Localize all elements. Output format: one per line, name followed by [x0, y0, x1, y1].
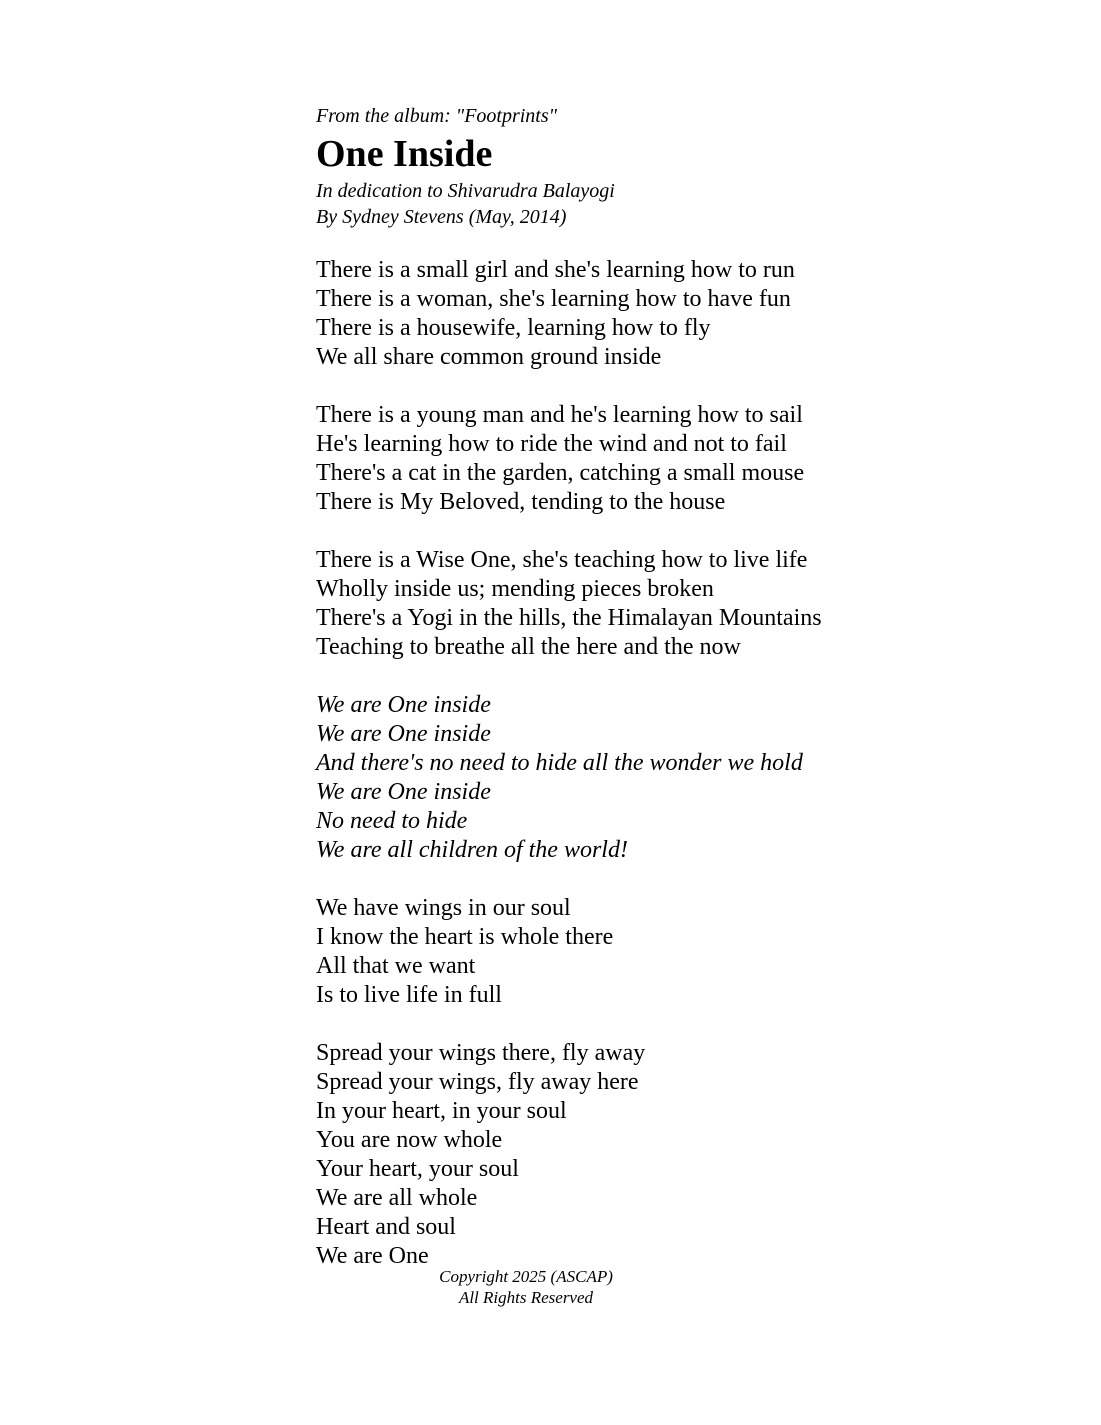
lyric-line: Your heart, your soul	[316, 1156, 519, 1182]
stanza-1	[316, 256, 916, 372]
lyric-line: There is a young man and he's learning how to sail	[316, 402, 803, 428]
lyric-line: In your heart, in your soul	[316, 1098, 567, 1124]
chorus-stanza	[316, 691, 916, 865]
chorus-line: And there's no need to hide all the wonder we hold	[316, 750, 803, 776]
lyric-line: You are now whole	[316, 1127, 503, 1153]
lyrics-body	[316, 256, 916, 1271]
chorus-line: We are One inside	[316, 692, 491, 718]
lyric-line: There is a housewife, learning how to fly	[316, 315, 711, 341]
lyric-line: We all share common ground inside	[316, 344, 662, 370]
lyric-line: Wholly inside us; mending pieces broken	[316, 576, 714, 602]
lyric-line: Teaching to breathe all the here and the now	[316, 634, 741, 660]
lyric-line: We have wings in our soul	[316, 895, 571, 921]
lyric-line: There is a small girl and she's learning how to run	[316, 257, 795, 283]
lyric-line: Heart and soul	[316, 1214, 456, 1240]
chorus-line: No need to hide	[316, 808, 468, 834]
album-label: From the album: "Footprints"	[316, 105, 558, 127]
lyric-line: I know the heart is whole there	[316, 924, 614, 950]
lyric-line: Spread your wings, fly away here	[316, 1069, 639, 1095]
lyric-line: All that we want	[316, 953, 476, 979]
lyric-line: We are One	[316, 1243, 429, 1269]
chorus-line: We are all children of the world!	[316, 837, 628, 863]
stanza-6	[316, 1039, 916, 1271]
lyric-line: There is a woman, she's learning how to have fun	[316, 286, 791, 312]
lyric-line: There is a Wise One, she's teaching how to live life	[316, 547, 808, 573]
stanza-2	[316, 401, 916, 517]
lyric-line: There is My Beloved, tending to the house	[316, 489, 726, 515]
dedication: In dedication to Shivarudra Balayogi	[316, 180, 615, 202]
lyric-line: There's a cat in the garden, catching a small mouse	[316, 460, 805, 486]
copyright-footer	[316, 1266, 736, 1308]
chorus-line: We are One inside	[316, 721, 491, 747]
song-title: One Inside	[316, 133, 493, 175]
chorus-line: We are One inside	[316, 779, 491, 805]
lyric-line: He's learning how to ride the wind and not to fail	[316, 431, 787, 457]
stanza-5	[316, 894, 916, 1010]
copyright-notice: Copyright 2025 (ASCAP)	[439, 1267, 613, 1286]
stanza-3	[316, 546, 916, 662]
lyric-line: We are all whole	[316, 1185, 478, 1211]
rights-notice: All Rights Reserved	[458, 1288, 594, 1307]
lyric-line: Is to live life in full	[316, 982, 502, 1008]
lyrics-page	[316, 103, 916, 1271]
byline: By Sydney Stevens (May, 2014)	[316, 206, 567, 228]
lyric-line: There's a Yogi in the hills, the Himalayan Mountains	[316, 605, 822, 631]
lyric-line: Spread your wings there, fly away	[316, 1040, 646, 1066]
